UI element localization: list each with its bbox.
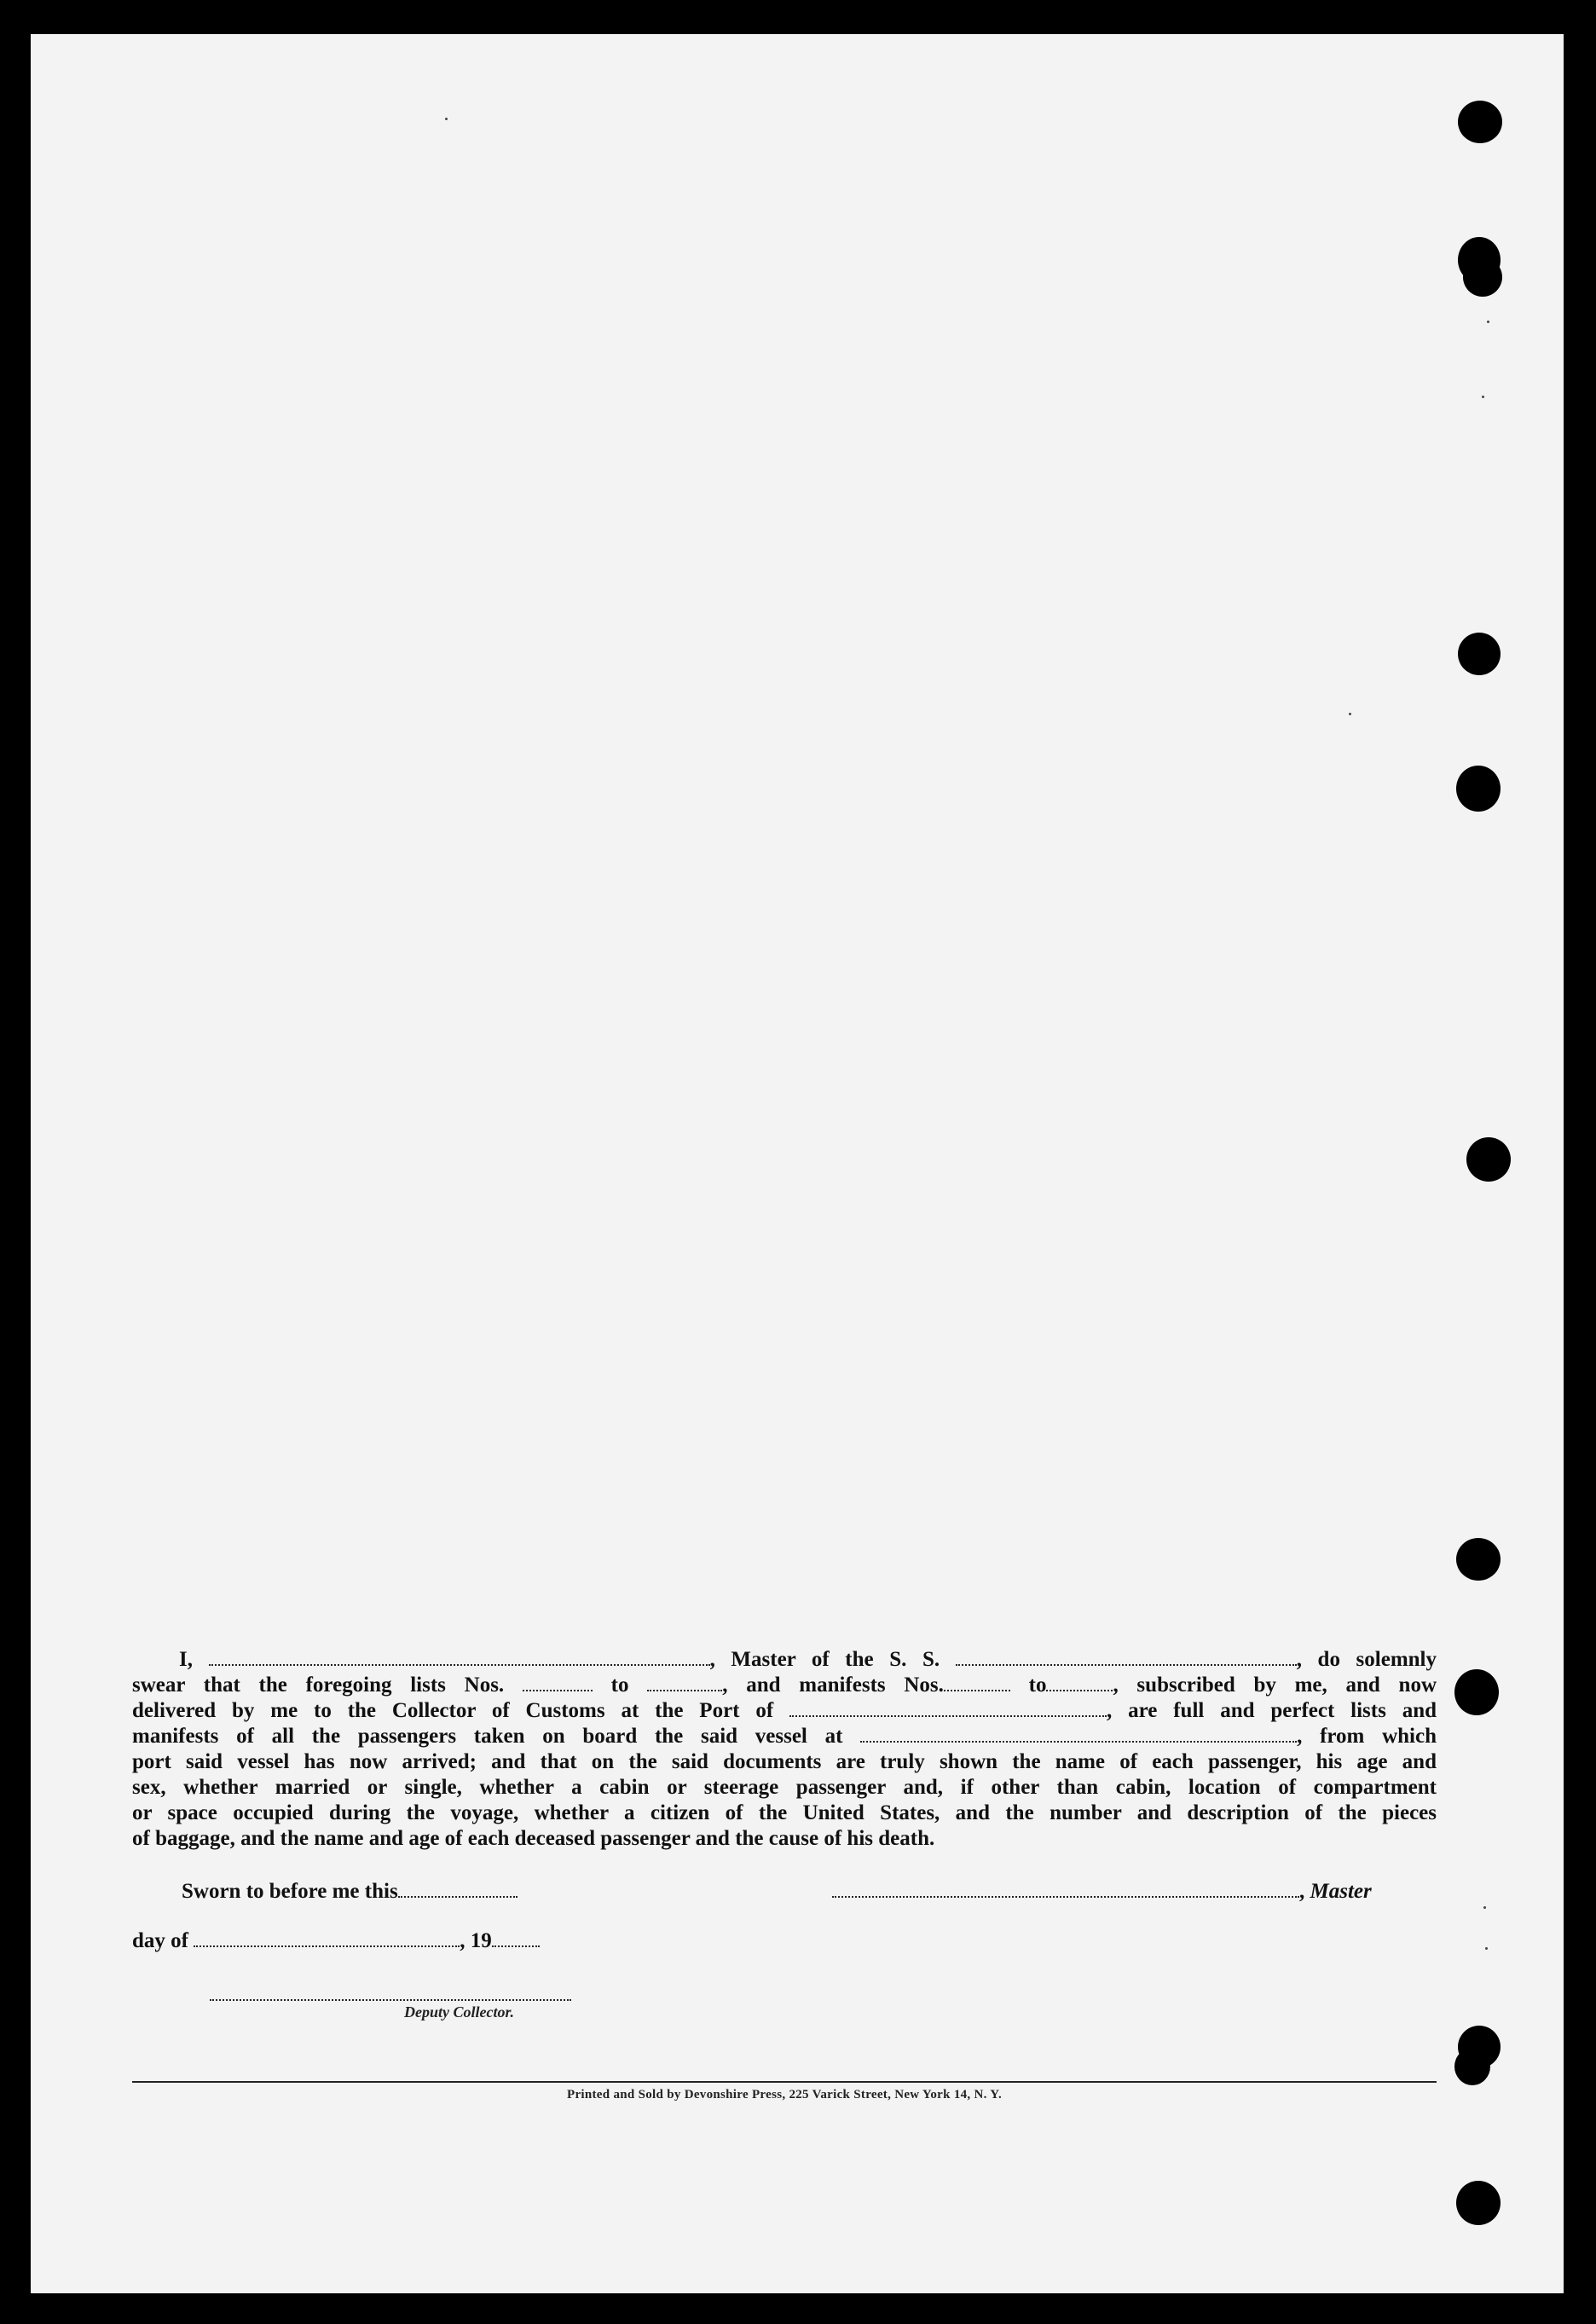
deputy-collector-label: Deputy Collector. [404, 2003, 514, 2020]
oath-line-1 [132, 1647, 1437, 1673]
sworn-label: Sworn to before me this [182, 1880, 398, 1903]
oath-text: , and manifests Nos. [722, 1674, 944, 1697]
oath-text: to [610, 1674, 629, 1697]
oath-text: delivered by me to the Collector of Customs at the Port of [132, 1699, 774, 1722]
punch-hole [1458, 633, 1501, 675]
oath-line-7: or space occupied during the voyage, whether a citizen of the United States, and the number and description of the pieces [132, 1801, 1437, 1824]
deputy-signature-field[interactable] [210, 1984, 571, 2001]
oath-text: , do solemnly [1296, 1648, 1437, 1671]
ship-name-field[interactable] [956, 1649, 1297, 1666]
master-signature-line: , Master [832, 1880, 1372, 1904]
printer-imprint: Printed and Sold by Devonshire Press, 225 Varick Street, New York 14, N. Y. [566, 2088, 1003, 2101]
deputy-signature-line [210, 1983, 571, 2007]
speck [1482, 396, 1484, 398]
speck [1487, 321, 1489, 323]
oath-text: I, [179, 1648, 193, 1671]
form-page [31, 34, 1564, 2293]
oath-line-4 [132, 1724, 1437, 1749]
sworn-day-field[interactable] [398, 1881, 518, 1898]
sworn-line [182, 1880, 518, 1904]
oath-line-5: port said vessel has now arrived; and that on the said documents are truly shown the name of each passenger, his age and [132, 1750, 1437, 1773]
punch-hole [1463, 257, 1502, 297]
boarding-port-field[interactable] [860, 1726, 1297, 1743]
speck [1349, 713, 1351, 715]
punch-hole [1456, 766, 1501, 812]
oath-line-6: sex, whether married or single, whether a cabin or steerage passenger and, if other than cabin, location of compartment [132, 1776, 1437, 1799]
master-name-field[interactable] [209, 1649, 710, 1666]
month-field[interactable] [194, 1930, 460, 1947]
punch-hole [1456, 1538, 1501, 1581]
master-label: Master [1310, 1880, 1372, 1903]
manifest-from-field[interactable] [944, 1674, 1010, 1691]
oath-text: manifests of all the passengers taken on board the said vessel at [132, 1725, 843, 1748]
master-signature-field[interactable] [832, 1881, 1299, 1898]
speck [1483, 1906, 1486, 1909]
oath-paragraph [132, 1647, 1437, 1852]
oath-text: , Master of the S. S. [709, 1648, 940, 1671]
list-from-field[interactable] [523, 1674, 593, 1691]
port-field[interactable] [789, 1700, 1107, 1717]
oath-text: , are full and perfect lists and [1107, 1699, 1437, 1722]
oath-line-2 [132, 1673, 1437, 1698]
oath-text: , from which [1297, 1725, 1437, 1748]
day-of-line [132, 1929, 540, 1953]
oath-text: to [1028, 1674, 1047, 1697]
oath-text: , subscribed by me, and now [1113, 1674, 1437, 1697]
oath-text: swear that the foregoing lists Nos. [132, 1674, 505, 1697]
year-label: , 19 [460, 1929, 492, 1952]
punch-hole [1466, 1137, 1511, 1182]
footer-rule [132, 2081, 1437, 2083]
year-field[interactable] [492, 1930, 540, 1947]
oath-line-3 [132, 1698, 1437, 1724]
speck [445, 118, 448, 120]
punch-hole [1458, 101, 1502, 143]
oath-line-8: of baggage, and the name and age of each deceased passenger and the cause of his death. [132, 1827, 935, 1850]
speck [1485, 1947, 1488, 1950]
punch-hole [1456, 2181, 1501, 2225]
list-to-field[interactable] [647, 1674, 722, 1691]
manifest-to-field[interactable] [1046, 1674, 1113, 1691]
punch-hole [1454, 2048, 1490, 2085]
day-of-label: day of [132, 1929, 188, 1952]
punch-hole [1454, 1669, 1499, 1715]
